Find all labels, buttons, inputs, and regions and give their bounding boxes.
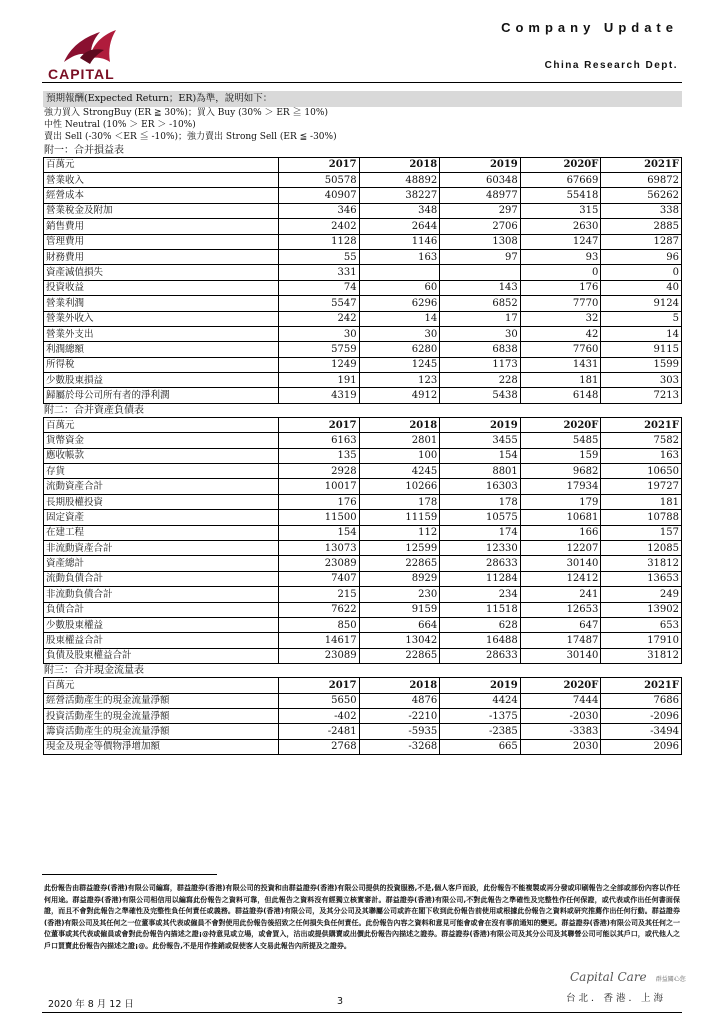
value-cell: 10681 xyxy=(520,510,601,525)
value-cell: 30 xyxy=(279,326,360,341)
value-cell: 67669 xyxy=(520,173,601,188)
value-cell: 22865 xyxy=(359,648,440,663)
value-cell: 10017 xyxy=(279,479,360,494)
table-row xyxy=(44,724,682,739)
value-cell: 5 xyxy=(601,311,682,326)
table-row xyxy=(44,633,682,648)
value-cell: 55 xyxy=(279,249,360,264)
table-row xyxy=(44,617,682,632)
value-cell: 13902 xyxy=(601,602,682,617)
value-cell: 123 xyxy=(359,373,440,388)
row-label-cell: 營業外收入 xyxy=(44,311,279,326)
table-header-row xyxy=(44,417,682,432)
row-label-cell: 資產總計 xyxy=(44,556,279,571)
value-cell: 665 xyxy=(440,739,521,754)
value-cell: 154 xyxy=(440,448,521,463)
value-cell: 157 xyxy=(601,525,682,540)
value-cell: 2402 xyxy=(279,219,360,234)
row-label-cell: 現金及現金等價物淨增加額 xyxy=(44,739,279,754)
value-cell: -2481 xyxy=(279,724,360,739)
table-row xyxy=(44,219,682,234)
value-cell: 166 xyxy=(520,525,601,540)
value-cell: 2706 xyxy=(440,219,521,234)
value-cell: 174 xyxy=(440,525,521,540)
value-cell: 16303 xyxy=(440,479,521,494)
rating-definition: 中性 Neutral (10% ＞ ER ＞ -10%) xyxy=(44,120,196,131)
table-row xyxy=(44,357,682,372)
row-label-cell: 歸屬於母公司所有者的淨利潤 xyxy=(44,388,279,403)
row-label-cell: 應收帳款 xyxy=(44,448,279,463)
value-cell: 163 xyxy=(601,448,682,463)
year-header-cell: 2018 xyxy=(359,417,440,432)
value-cell: -3383 xyxy=(520,724,601,739)
row-label-cell: 所得稅 xyxy=(44,357,279,372)
value-cell: 3455 xyxy=(440,433,521,448)
value-cell: 4876 xyxy=(359,693,440,708)
table-row xyxy=(44,388,682,403)
value-cell: -1375 xyxy=(440,708,521,723)
value-cell: 9124 xyxy=(601,296,682,311)
table-row xyxy=(44,525,682,540)
value-cell: 6148 xyxy=(520,388,601,403)
row-label-cell: 營業利潤 xyxy=(44,296,279,311)
value-cell: 4424 xyxy=(440,693,521,708)
value-cell: 348 xyxy=(359,203,440,218)
value-cell: 2928 xyxy=(279,464,360,479)
value-cell: 7444 xyxy=(520,693,601,708)
value-cell: 17934 xyxy=(520,479,601,494)
value-cell: 249 xyxy=(601,587,682,602)
value-cell: 48977 xyxy=(440,188,521,203)
value-cell: 346 xyxy=(279,203,360,218)
income-statement-table xyxy=(43,157,682,404)
value-cell: 6852 xyxy=(440,296,521,311)
value-cell: 14617 xyxy=(279,633,360,648)
table-row xyxy=(44,234,682,249)
value-cell: 2096 xyxy=(601,739,682,754)
table-row xyxy=(44,342,682,357)
value-cell: 69872 xyxy=(601,173,682,188)
value-cell: 1308 xyxy=(440,234,521,249)
value-cell: 241 xyxy=(520,587,601,602)
footer-divider xyxy=(42,1012,682,1013)
value-cell: 338 xyxy=(601,203,682,218)
cash-flow-caption: 附三：合并現金流量表 xyxy=(44,665,144,677)
value-cell: 17 xyxy=(440,311,521,326)
year-header-cell: 2021F xyxy=(601,417,682,432)
value-cell: 60348 xyxy=(440,173,521,188)
row-label-cell: 非流動負債合計 xyxy=(44,587,279,602)
office-cities: 台北．香港．上海 xyxy=(566,993,667,1004)
table-row xyxy=(44,188,682,203)
value-cell: 6838 xyxy=(440,342,521,357)
row-label-cell: 投資活動產生的現金流量淨額 xyxy=(44,708,279,723)
table-row xyxy=(44,296,682,311)
value-cell: 178 xyxy=(440,494,521,509)
value-cell: -2030 xyxy=(520,708,601,723)
value-cell: 8929 xyxy=(359,571,440,586)
value-cell: 1128 xyxy=(279,234,360,249)
value-cell: 16488 xyxy=(440,633,521,648)
bird-logo-icon xyxy=(60,28,120,66)
value-cell: 303 xyxy=(601,373,682,388)
value-cell: 30 xyxy=(359,326,440,341)
row-label-cell: 管理費用 xyxy=(44,234,279,249)
value-cell: 5485 xyxy=(520,433,601,448)
ratings-band: 預期報酬(Expected Return；ER)為準，說明如下： xyxy=(43,91,682,107)
year-header-cell: 2017 xyxy=(279,678,360,693)
year-header-cell: 2019 xyxy=(440,678,521,693)
year-header-cell: 2018 xyxy=(359,678,440,693)
value-cell: 31812 xyxy=(601,648,682,663)
balance-sheet-caption: 附二：合并資產負債表 xyxy=(44,404,144,416)
value-cell: 5438 xyxy=(440,388,521,403)
value-cell: 0 xyxy=(520,265,601,280)
header-divider xyxy=(42,82,682,83)
row-label-cell: 利潤總額 xyxy=(44,342,279,357)
row-label-cell: 負債及股東權益合計 xyxy=(44,648,279,663)
value-cell: 7686 xyxy=(601,693,682,708)
value-cell: -3494 xyxy=(601,724,682,739)
value-cell: 9159 xyxy=(359,602,440,617)
value-cell: 653 xyxy=(601,617,682,632)
value-cell: 9682 xyxy=(520,464,601,479)
table-row xyxy=(44,510,682,525)
value-cell: 2768 xyxy=(279,739,360,754)
value-cell: 5759 xyxy=(279,342,360,357)
row-label-cell: 財務費用 xyxy=(44,249,279,264)
value-cell: 10788 xyxy=(601,510,682,525)
value-cell: 179 xyxy=(520,494,601,509)
value-cell: 11518 xyxy=(440,602,521,617)
value-cell: 9115 xyxy=(601,342,682,357)
table-row xyxy=(44,280,682,295)
value-cell: 96 xyxy=(601,249,682,264)
value-cell: 1287 xyxy=(601,234,682,249)
year-header-cell: 2021F xyxy=(601,678,682,693)
table-row xyxy=(44,173,682,188)
value-cell: 55418 xyxy=(520,188,601,203)
income-statement-caption: 附一：合并損益表 xyxy=(44,144,124,156)
value-cell: 1173 xyxy=(440,357,521,372)
row-label-cell: 營業稅金及附加 xyxy=(44,203,279,218)
value-cell: 234 xyxy=(440,587,521,602)
value-cell: -2385 xyxy=(440,724,521,739)
value-cell: 2885 xyxy=(601,219,682,234)
year-header-cell: 2018 xyxy=(359,157,440,172)
value-cell: 40 xyxy=(601,280,682,295)
value-cell: 4912 xyxy=(359,388,440,403)
value-cell: 315 xyxy=(520,203,601,218)
value-cell: 176 xyxy=(520,280,601,295)
table-row xyxy=(44,648,682,663)
table-row xyxy=(44,265,682,280)
row-label-cell: 長期股權投資 xyxy=(44,494,279,509)
value-cell: 23089 xyxy=(279,556,360,571)
row-label-cell: 營業收入 xyxy=(44,173,279,188)
logo-text: CAPITAL xyxy=(48,66,115,82)
value-cell: 664 xyxy=(359,617,440,632)
value-cell: 5547 xyxy=(279,296,360,311)
value-cell: 32 xyxy=(520,311,601,326)
value-cell: 176 xyxy=(279,494,360,509)
value-cell: 12653 xyxy=(520,602,601,617)
row-label-cell: 資產減值損失 xyxy=(44,265,279,280)
value-cell: 11284 xyxy=(440,571,521,586)
row-label-cell: 流動資產合計 xyxy=(44,479,279,494)
value-cell: 228 xyxy=(440,373,521,388)
table-row xyxy=(44,739,682,754)
table-row xyxy=(44,708,682,723)
row-label-cell: 存貨 xyxy=(44,464,279,479)
value-cell: -3268 xyxy=(359,739,440,754)
unit-header-cell: 百萬元 xyxy=(44,417,279,432)
page-number: 3 xyxy=(337,996,344,1007)
table-row xyxy=(44,587,682,602)
value-cell: 22865 xyxy=(359,556,440,571)
value-cell: 12085 xyxy=(601,540,682,555)
row-label-cell: 固定資產 xyxy=(44,510,279,525)
value-cell: 230 xyxy=(359,587,440,602)
value-cell: 628 xyxy=(440,617,521,632)
table-row xyxy=(44,494,682,509)
value-cell: 1245 xyxy=(359,357,440,372)
value-cell: 850 xyxy=(279,617,360,632)
capital-care-brand xyxy=(570,966,686,985)
value-cell: 143 xyxy=(440,280,521,295)
year-header-cell: 2020F xyxy=(520,417,601,432)
year-header-cell: 2020F xyxy=(520,157,601,172)
year-header-cell: 2021F xyxy=(601,157,682,172)
table-header-row xyxy=(44,157,682,172)
value-cell: 19727 xyxy=(601,479,682,494)
table-row xyxy=(44,556,682,571)
row-label-cell: 少數股東損益 xyxy=(44,373,279,388)
value-cell: -2096 xyxy=(601,708,682,723)
value-cell: 11159 xyxy=(359,510,440,525)
value-cell: 6163 xyxy=(279,433,360,448)
value-cell: 647 xyxy=(520,617,601,632)
value-cell: 242 xyxy=(279,311,360,326)
value-cell: 40907 xyxy=(279,188,360,203)
year-header-cell: 2017 xyxy=(279,157,360,172)
value-cell: 30 xyxy=(440,326,521,341)
value-cell: 6280 xyxy=(359,342,440,357)
value-cell: 135 xyxy=(279,448,360,463)
value-cell: 178 xyxy=(359,494,440,509)
table-row xyxy=(44,203,682,218)
value-cell: 181 xyxy=(520,373,601,388)
table-row xyxy=(44,326,682,341)
value-cell: 331 xyxy=(279,265,360,280)
unit-header-cell: 百萬元 xyxy=(44,678,279,693)
value-cell: 112 xyxy=(359,525,440,540)
value-cell: 4245 xyxy=(359,464,440,479)
balance-sheet-table xyxy=(43,417,682,664)
value-cell: 8801 xyxy=(440,464,521,479)
value-cell: 17487 xyxy=(520,633,601,648)
value-cell: 17910 xyxy=(601,633,682,648)
table-row xyxy=(44,311,682,326)
value-cell: 159 xyxy=(520,448,601,463)
value-cell: 14 xyxy=(601,326,682,341)
table-row xyxy=(44,373,682,388)
value-cell xyxy=(359,265,440,280)
row-label-cell: 非流動資產合計 xyxy=(44,540,279,555)
value-cell: 2030 xyxy=(520,739,601,754)
row-label-cell: 少數股東權益 xyxy=(44,617,279,632)
year-header-cell: 2017 xyxy=(279,417,360,432)
value-cell: 56262 xyxy=(601,188,682,203)
row-label-cell: 營業外支出 xyxy=(44,326,279,341)
value-cell: 30140 xyxy=(520,648,601,663)
table-header-row xyxy=(44,678,682,693)
value-cell: 42 xyxy=(520,326,601,341)
value-cell: 6296 xyxy=(359,296,440,311)
row-label-cell: 銷售費用 xyxy=(44,219,279,234)
value-cell: 7582 xyxy=(601,433,682,448)
row-label-cell: 貨幣資金 xyxy=(44,433,279,448)
table-row xyxy=(44,249,682,264)
value-cell: 1247 xyxy=(520,234,601,249)
value-cell: 28633 xyxy=(440,648,521,663)
value-cell: 28633 xyxy=(440,556,521,571)
value-cell: 13653 xyxy=(601,571,682,586)
rating-definition: 賣出 Sell (-30% ＜ER ≦ -10%)；強力賣出 Strong Sell (ER ≦ -30%) xyxy=(44,132,337,143)
value-cell: 7760 xyxy=(520,342,601,357)
value-cell: 31812 xyxy=(601,556,682,571)
value-cell: 97 xyxy=(440,249,521,264)
value-cell xyxy=(440,265,521,280)
value-cell: 1146 xyxy=(359,234,440,249)
table-row xyxy=(44,693,682,708)
brand-slogan: 群益關心您 xyxy=(655,976,686,983)
table-row xyxy=(44,571,682,586)
value-cell: 191 xyxy=(279,373,360,388)
value-cell: 154 xyxy=(279,525,360,540)
value-cell: 7770 xyxy=(520,296,601,311)
value-cell: 2801 xyxy=(359,433,440,448)
value-cell: 13073 xyxy=(279,540,360,555)
table-row xyxy=(44,479,682,494)
table-row xyxy=(44,448,682,463)
row-label-cell: 股東權益合計 xyxy=(44,633,279,648)
year-header-cell: 2019 xyxy=(440,157,521,172)
row-label-cell: 經營成本 xyxy=(44,188,279,203)
brand-name: Capital Care xyxy=(570,970,647,984)
value-cell: 5650 xyxy=(279,693,360,708)
value-cell: 14 xyxy=(359,311,440,326)
value-cell: 181 xyxy=(601,494,682,509)
year-header-cell: 2019 xyxy=(440,417,521,432)
value-cell: 7213 xyxy=(601,388,682,403)
value-cell: -402 xyxy=(279,708,360,723)
value-cell: 0 xyxy=(601,265,682,280)
report-content xyxy=(43,91,682,755)
value-cell: 297 xyxy=(440,203,521,218)
table-row xyxy=(44,464,682,479)
value-cell: 1431 xyxy=(520,357,601,372)
value-cell: 10266 xyxy=(359,479,440,494)
value-cell: 163 xyxy=(359,249,440,264)
department-label: China Research Dept. xyxy=(544,60,678,71)
value-cell: 23089 xyxy=(279,648,360,663)
unit-header-cell: 百萬元 xyxy=(44,157,279,172)
value-cell: -5935 xyxy=(359,724,440,739)
row-label-cell: 流動負債合計 xyxy=(44,571,279,586)
row-label-cell: 投資收益 xyxy=(44,280,279,295)
value-cell: 30140 xyxy=(520,556,601,571)
value-cell: 10650 xyxy=(601,464,682,479)
cash-flow-table xyxy=(43,677,682,755)
value-cell: 12330 xyxy=(440,540,521,555)
value-cell: 12207 xyxy=(520,540,601,555)
row-label-cell: 在建工程 xyxy=(44,525,279,540)
value-cell: 38227 xyxy=(359,188,440,203)
value-cell: 2644 xyxy=(359,219,440,234)
row-label-cell: 籌資活動產生的現金流量淨額 xyxy=(44,724,279,739)
value-cell: 2630 xyxy=(520,219,601,234)
row-label-cell: 負債合計 xyxy=(44,602,279,617)
value-cell: 1249 xyxy=(279,357,360,372)
disclaimer-text: 此份報告由群益證券(香港)有限公司編寫，群益證券(香港)有限公司的投資和由群益證券(香港)有限公司提供的投資服務,不是,個人客戶而設，此份報告不能複製或再分發或印刷報告之全部或部份內容以作任何用途。群益證券(香港)有限公司相信用以編寫此份報告之資料可靠，但此報告之資料沒有經獨立核實審計。群益證券(香港)有限公司,不對此報告之準確性及完整性作任何保證，或代表或作出任何書面保證，而且不會對此報告之準確性及完整性負任何責任或義務。群益證券(香港)有限公司，及其分公司及其聯屬公司或許在閣下收到此份報告前使用或根據此份報告之資料或研究推薦作出任何行動。群益證券(香港)有限公司及其任何之一位董事或其代表或僱員不會對使用此份報告後招致之任何損失負任何責任。此份報告內容之資料和意見可能會或會在沒有事前通知的變更。群益證券(香港)有限公司及其任何之一位董事或其代表或僱員或會對此份報告內描述之證¡@持意見或立場，或會買入，沽出或提供購賣或出價此份報告內描述之證券。群益證券(香港)有限公司及其分公司及其聯營公司可能以其戶口，或代他人之戶口買賣此份報告內描述之證¡@。此份報告,不是用作推銷或促使客人交易此報告內所提及之證券。 xyxy=(44,884,680,950)
report-date: 2020 年 8 月 12 日 xyxy=(48,999,134,1010)
value-cell: 93 xyxy=(520,249,601,264)
row-label-cell: 經營活動產生的現金流量淨額 xyxy=(44,693,279,708)
value-cell: 12412 xyxy=(520,571,601,586)
footnote-divider xyxy=(42,874,217,875)
rating-definition: 強力買入 StrongBuy (ER ≧ 30%)；買入 Buy (30% ＞ ER ≧ 10%) xyxy=(44,108,328,118)
report-type-title: Company Update xyxy=(501,20,678,35)
value-cell: 7622 xyxy=(279,602,360,617)
table-row xyxy=(44,540,682,555)
year-header-cell: 2020F xyxy=(520,678,601,693)
value-cell: 48892 xyxy=(359,173,440,188)
value-cell: 12599 xyxy=(359,540,440,555)
value-cell: 60 xyxy=(359,280,440,295)
table-row xyxy=(44,602,682,617)
value-cell: 100 xyxy=(359,448,440,463)
value-cell: 50578 xyxy=(279,173,360,188)
value-cell: 13042 xyxy=(359,633,440,648)
value-cell: 7407 xyxy=(279,571,360,586)
table-row xyxy=(44,433,682,448)
value-cell: 1599 xyxy=(601,357,682,372)
capital-logo xyxy=(44,28,136,84)
value-cell: 215 xyxy=(279,587,360,602)
value-cell: 4319 xyxy=(279,388,360,403)
value-cell: 10575 xyxy=(440,510,521,525)
value-cell: -2210 xyxy=(359,708,440,723)
value-cell: 11500 xyxy=(279,510,360,525)
value-cell: 74 xyxy=(279,280,360,295)
